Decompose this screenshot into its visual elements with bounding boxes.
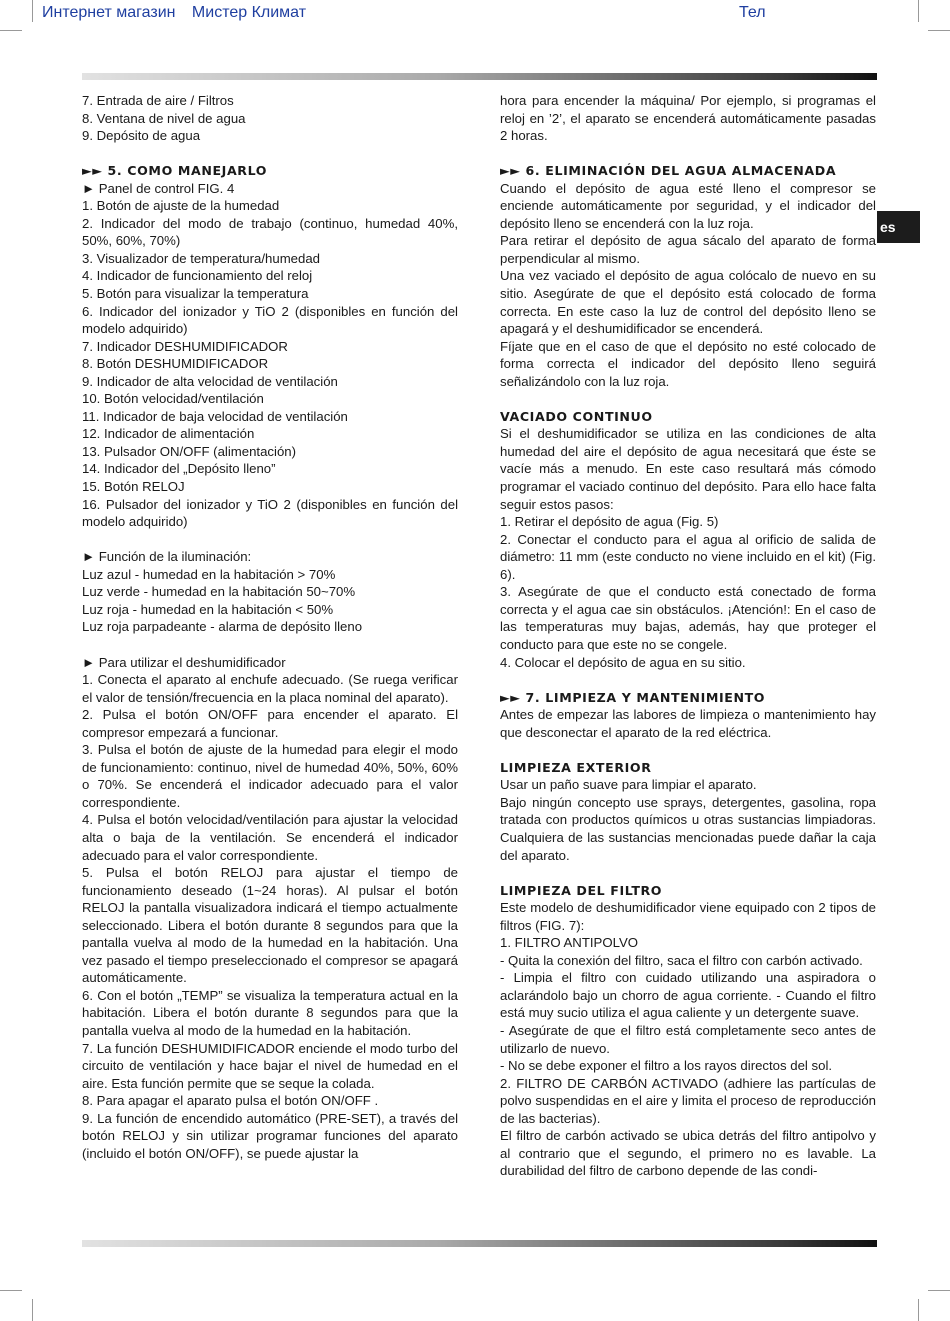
paragraph-gap <box>500 145 876 163</box>
paragraph: Cuando el depósito de agua esté lleno el compresor se enciende automáticamente por seguridad, y el indicador del depósito lleno se encenderá con la luz roja. <box>500 180 876 231</box>
paragraph: 16. Pulsador del ionizador y TiO 2 (disponibles en función del modelo adquirido) <box>82 496 458 530</box>
paragraph: 5. Botón para visualizar la temperatura <box>82 286 309 302</box>
paragraph: - Limpia el filtro con cuidado utilizando una aspiradora o aclarándolo bajo un chorro de agua corriente. - Cuando el filtro está muy sucio utiliza el agua caliente y un detergente suave. <box>500 970 876 1021</box>
right-text-column <box>500 92 876 1180</box>
paragraph: Luz azul - humedad en la habitación > 70% <box>82 566 336 582</box>
paragraph: 7. La función DESHUMIDIFICADOR enciende el modo turbo del circuito de ventilación y hace bajar el nivel de humedad en el aire. Esta función permite que se seque la colada. <box>82 1040 458 1091</box>
paragraph: Fíjate que en el caso de que el depósito no esté colocado de forma correcta el indicador del depósito lleno seguirá señalizándolo con la luz roja. <box>500 338 876 389</box>
crop-mark <box>928 30 950 31</box>
paragraph: El filtro de carbón activado se ubica detrás del filtro antipolvo y al contrario que el segundo, el primero no es lavable. La durabilidad del filtro de carbono depende de las condi- <box>500 1128 876 1179</box>
bottom-gradient-rule <box>82 1240 877 1247</box>
paragraph: 2. Pulsa el botón ON/OFF para encender el aparato. El compresor empezará a funcionar. <box>82 707 458 740</box>
crop-mark <box>918 0 919 22</box>
paragraph: Luz roja parpadeante - alarma de depósito lleno <box>82 619 363 635</box>
paragraph: Luz verde - humedad en la habitación 50~70% <box>82 584 356 600</box>
paragraph: 11. Indicador de baja velocidad de ventilación <box>82 408 348 424</box>
paragraph: 8. Para apagar el aparato pulsa el botón ON/OFF . <box>82 1093 379 1109</box>
section-heading: ►► 5. COMO MANEJARLO <box>82 163 268 179</box>
paragraph: 2. FILTRO DE CARBÓN ACTIVADO (adhiere las partículas de polvo suspendidas en el aire y limita el proceso de reproducción de las bacterias). <box>500 1075 876 1126</box>
paragraph: Bajo ningún concepto use sprays, detergentes, gasolina, ropa tratada con productos químicos u otras sustancias limpiadoras. Cualquiera de las sustancias mencionadas puede dañar la caja del aparato. <box>500 794 876 863</box>
section-heading: ►► 6. ELIMINACIÓN DEL AGUA ALMACENADA <box>500 163 837 179</box>
paragraph: 8. Botón DESHUMIDIFICADOR <box>82 356 269 372</box>
language-tab: es <box>877 211 920 243</box>
paragraph: 4. Colocar el depósito de agua en su sitio. <box>500 654 746 670</box>
paragraph: 4. Indicador de funcionamiento del reloj <box>82 268 313 284</box>
section-heading: LIMPIEZA DEL FILTRO <box>500 882 663 898</box>
tel-label: Тел <box>739 4 766 21</box>
paragraph: 3. Pulsa el botón de ajuste de la humedad para elegir el modo de funcionamiento: continuo, nivel de humedad 40%, 50%, 60% o 70%. Se encenderá el indicador adecuado para el valor correspondiente. <box>82 742 458 810</box>
paragraph: ► Para utilizar el deshumidificador <box>82 654 286 670</box>
paragraph: - Asegúrate de que el filtro está completamente seco antes de utilizarlo de nuevo. <box>500 1022 876 1056</box>
crop-mark <box>0 1290 22 1291</box>
paragraph: - Quita la conexión del filtro, saca el filtro con carbón activado. <box>500 952 863 968</box>
paragraph: Usar un paño suave para limpiar el aparato. <box>500 777 757 793</box>
paragraph: 3. Visualizador de temperatura/humedad <box>82 250 321 266</box>
paragraph: 6. Con el botón „TEMP” se visualiza la temperatura actual en la habitación. Libera el botón durante 8 segundos para que la pantalla vuelva al modo de la humedad en la habitación. <box>82 987 458 1038</box>
paragraph: 9. La función de encendido automático (PRE-SET), a través del botón RELOJ y sin utilizar programar funciones del aparato (incluido el botón ON/OFF), se puede ajustar la <box>82 1110 458 1161</box>
paragraph: 6. Indicador del ionizador y TiO 2 (disponibles en función del modelo adquirido) <box>82 303 458 337</box>
paragraph: ► Función de la iluminación: <box>82 549 252 565</box>
paragraph: 1. Botón de ajuste de la humedad <box>82 198 280 214</box>
paragraph: 8. Ventana de nivel de agua <box>82 110 246 126</box>
paragraph-gap <box>500 671 876 689</box>
paragraph-gap <box>500 864 876 882</box>
paragraph: 9. Indicador de alta velocidad de ventilación <box>82 373 338 389</box>
paragraph: hora para encender la máquina/ Por ejemplo, si programas el reloj en ’2’, el aparato se encenderá automáticamente pasadas 2 horas. <box>500 93 876 144</box>
paragraph: 1. Retirar el depósito de agua (Fig. 5) <box>500 514 719 530</box>
paragraph: Este modelo de deshumidificador viene equipado con 2 tipos de filtros (FIG. 7): <box>500 900 876 933</box>
paragraph-gap <box>82 531 458 549</box>
paragraph: 3. Asegúrate de que el conducto está conectado de forma correcta y el agua cae sin obstáculos. ¡Atención!: En el caso de las temperaturas muy bajas, además, hay que proteger el conducto para que este no se congele. <box>500 584 876 652</box>
paragraph: Para retirar el depósito de agua sácalo del aparato de forma perpendicular al mismo. <box>500 233 876 266</box>
paragraph: 7. Indicador DESHUMIDIFICADOR <box>82 338 288 354</box>
paragraph: 4. Pulsa el botón velocidad/ventilación para ajustar la velocidad alta o baja de la ventilación. Se encenderá el indicador adecuado para el valor correspondiente. <box>82 812 458 863</box>
section-heading: LIMPIEZA EXTERIOR <box>500 759 652 775</box>
paragraph-gap <box>82 636 458 654</box>
paragraph-gap <box>82 145 458 163</box>
paragraph: 1. FILTRO ANTIPOLVO <box>500 935 639 951</box>
paragraph-gap <box>500 390 876 408</box>
paragraph-gap <box>500 741 876 759</box>
paragraph: Una vez vaciado el depósito de agua colócalo de nuevo en su sitio. Asegúrate de que el depósito está colocado de forma correcta. En este caso la luz de control del depósito lleno se apagará y el deshumidificador se encenderá. <box>500 268 876 337</box>
paragraph: 2. Indicador del modo de trabajo (continuo, humedad 40%, 50%, 60%, 70%) <box>82 215 458 249</box>
crop-mark <box>32 0 33 22</box>
paragraph: 9. Depósito de agua <box>82 128 201 144</box>
section-heading: VACIADO CONTINUO <box>500 408 653 424</box>
site-header <box>42 4 318 22</box>
paragraph: 12. Indicador de alimentación <box>82 426 255 442</box>
left-text-column <box>82 92 458 1162</box>
top-gradient-rule <box>82 73 877 80</box>
paragraph: Antes de empezar las labores de limpieza o mantenimiento hay que desconectar el aparato de la red eléctrica. <box>500 707 876 740</box>
crop-mark <box>32 1299 33 1321</box>
paragraph: - No se debe exponer el filtro a los rayos directos del sol. <box>500 1058 833 1074</box>
paragraph: 13. Pulsador ON/OFF (alimentación) <box>82 443 297 459</box>
paragraph: 15. Botón RELOJ <box>82 479 185 495</box>
crop-mark <box>928 1290 950 1291</box>
paragraph: 7. Entrada de aire / Filtros <box>82 93 234 108</box>
paragraph: ► Panel de control FIG. 4 <box>82 180 235 196</box>
paragraph: Si el deshumidificador se utiliza en las condiciones de alta humedad del aire el depósito de agua necesitará que éste se vacíe más a menudo. En este caso resultará más cómodo programar el vaciado continuo del depósito. Para ello hace falta seguir estos pasos: <box>500 426 876 512</box>
crop-mark <box>0 30 22 31</box>
paragraph: 14. Indicador del „Depósito lleno” <box>82 461 276 477</box>
section-heading: ►► 7. LIMPIEZA Y MANTENIMIENTO <box>500 689 766 705</box>
site-name-part2: Мистер Климат <box>191 4 307 21</box>
paragraph: 5. Pulsa el botón RELOJ para ajustar el tiempo de funcionamiento deseado (1~24 horas). Al pulsar el botón RELOJ la pantalla visualizadora indicará el tiempo actualmente seleccionado. Libera el botón durante 8 segundos para que la pantalla vuelva al modo de la humedad en la habitación. Una vez pasado el tiempo preseleccionado el compresor se apagará automáticamente. <box>82 865 458 986</box>
crop-mark <box>918 1299 919 1321</box>
paragraph: 10. Botón velocidad/ventilación <box>82 391 264 407</box>
paragraph: 1. Conecta el aparato al enchufe adecuado. (Se ruega verificar el valor de tensión/frecuencia en la placa nominal del aparato). <box>82 672 458 705</box>
paragraph: 2. Conectar el conducto para el agua al orificio de salida de diámetro: 11 mm (este conducto no viene incluido en el kit) (Fig. 6). <box>500 531 876 582</box>
site-name-part1: Интернет магазин <box>42 4 176 21</box>
paragraph: Luz roja - humedad en la habitación < 50% <box>82 601 334 617</box>
